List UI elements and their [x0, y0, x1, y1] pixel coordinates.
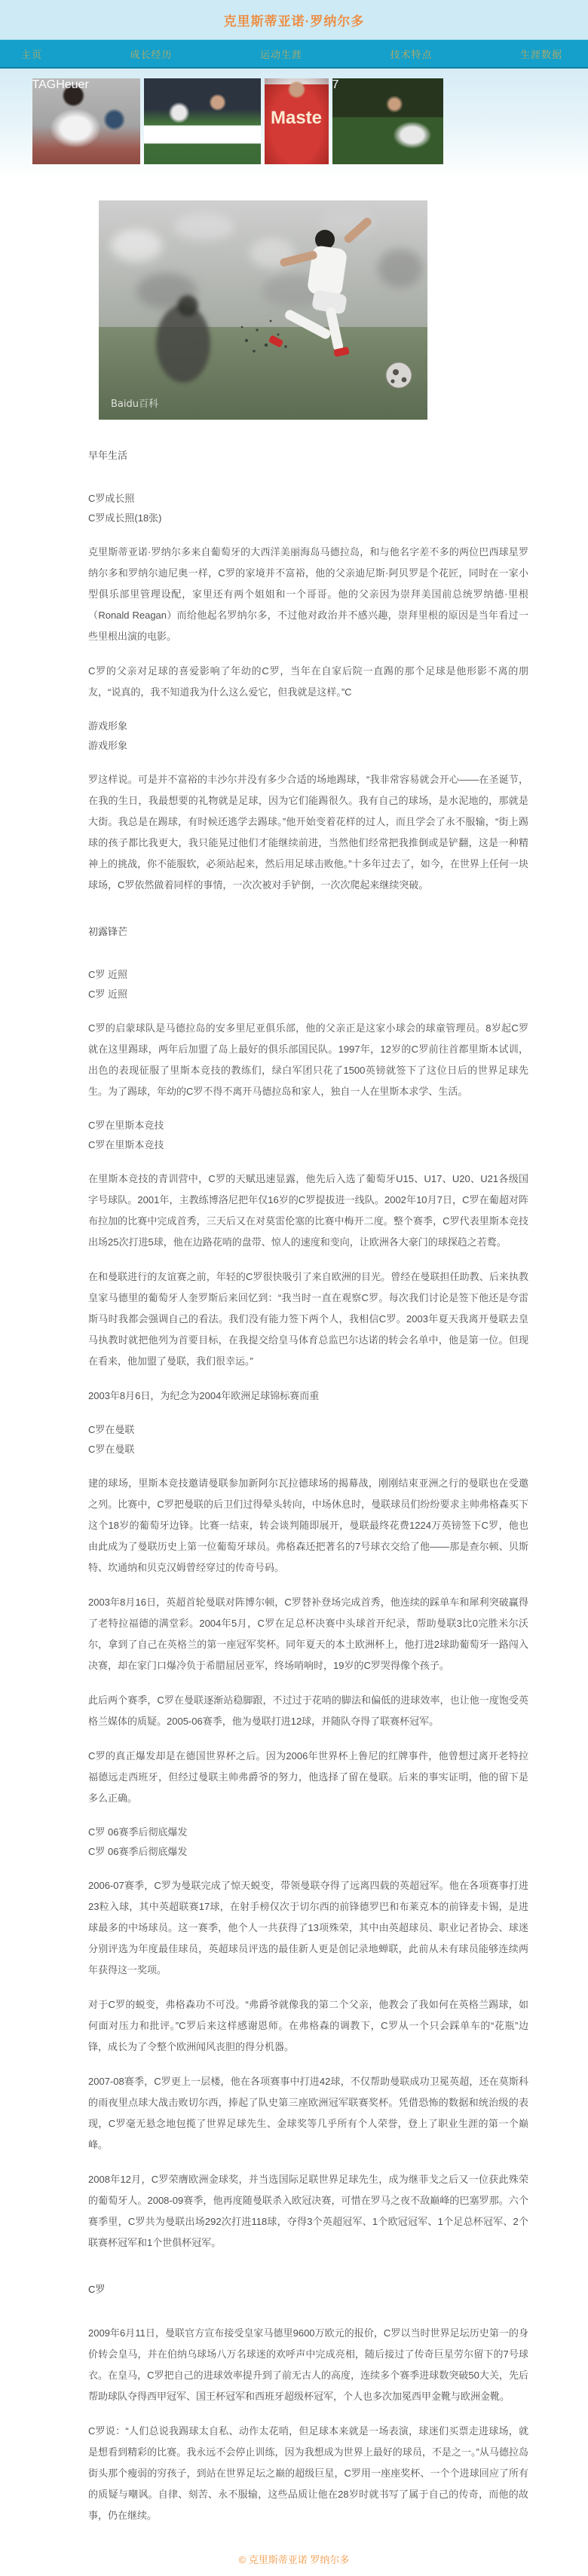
- article-block: C罗: [88, 2284, 106, 2295]
- cloud-band: [0, 69, 588, 178]
- football: [386, 362, 412, 388]
- article-block: 克里斯蒂亚诺·罗纳尔多来自葡萄牙的大西洋美丽海岛马德拉岛，和与他名字差不多的两位巴西球星罗纳尔多和罗纳尔迪尼奥一样，C罗的家境并不富裕，他的父亲迪尼斯·阿贝罗是个花匠，同时在一家小型俱乐部里管理设配，家里还有两个姐姐和一个哥哥。他的父亲因为崇拜美国前总统罗纳德·里根（Ronald Reagan）而给他起名罗纳尔多，不过他对政治并不感兴趣，崇拜里根的原因是当年看过一些里根出演的电影。: [88, 546, 528, 642]
- site-title: 克里斯蒂亚诺·罗纳尔多: [223, 14, 365, 29]
- article-block: 游戏形象: [88, 720, 128, 732]
- article-block: C罗 近照: [88, 989, 128, 1000]
- photo-overlay-text: Maste: [270, 107, 323, 128]
- nav-item-career[interactable]: 运动生涯: [259, 48, 302, 60]
- article-block: 2008年12月，C罗荣膺欧洲金球奖，并当选国际足联世界足球先生，成为继菲戈之后又一位获此殊荣的葡萄牙人。2008-09赛季，他再度随曼联杀入欧冠决赛，可惜在罗马之夜不敌巅峰的巴塞罗那。六个赛季里，C罗共为曼联出场292次打进118球，夺得3个英超冠军、1个欧冠冠军、1个足总杯冠军、2个联赛杯冠军和1个世俱杯冠军。: [88, 2174, 528, 2248]
- article-block: 游戏形象: [88, 740, 128, 751]
- article-block: 对于C罗的蜕变，弗格森功不可没。“弗爵爷就像我的第二个父亲，他教会了我如何在英格兰踢球，如何面对压力和批评。”C罗后来这样感谢恩师。在弗格森的调教下，C罗从一个只会踩单车的“花瓶”边锋，成长为了令整个欧洲闻风丧胆的得分机器。: [88, 1999, 528, 2052]
- article-block: 2009年6月11日，曼联官方宣布接受皇家马德里9600万欧元的报价，C罗以当时世界足坛历史第一的身价转会皇马，并在伯纳乌球场八万名球迷的欢呼声中完成亮相，随后接过了传奇巨星劳尔留下的7号球衣。在皇马，C罗把自己的进球效率提升到了前无古人的高度，连续多个赛季进球数突破50大关，先后帮助球队夺得西甲冠军、国王杯冠军和西班牙超级杯冠军，个人也多次加冕西甲金靴与欧洲金靴。: [88, 2327, 528, 2402]
- article-block: 2006-07赛季，C罗为曼联完成了惊天蜕变，带领曼联夺得了远离四载的英超冠军。他在各项赛事打进23粒入球，其中英超联赛17球，在射手榜仅次于切尔西的前锋德罗巴和布莱克本的前锋麦卡锡，是进球最多的中场球员。这一赛季，他个人一共获得了13项殊荣，其中由英超球员、职业记者协会、球迷分别评选为年度最佳球员，英超球员评选的最佳新人更是创记录地蝉联，此前从未有球员能够连续两年获得这一奖项。: [88, 1880, 528, 1976]
- article-block: C罗成长照: [88, 493, 135, 504]
- article-block: 2003年8月16日，英超首轮曼联对阵博尔顿，C罗替补登场完成首秀，他连续的踩单车和犀利突破赢得了老特拉福德的满堂彩。2004年5月，C罗在足总杯决赛中头球首开纪录，帮助曼联3比0完胜米尔沃尔，拿到了自己在英格兰的第一座冠军奖杯。同年夏天的本土欧洲杯上，他打进2球助葡萄牙一路闯入决赛，却在家门口爆冷负于希腊屈居亚军，终场哨响时，19岁的C罗哭得像个孩子。: [88, 1597, 528, 1671]
- article-block: C罗 近照: [88, 969, 128, 980]
- gallery-photo-ronaldo-with-child[interactable]: [144, 78, 261, 164]
- nav-item-growth[interactable]: 成长经历: [130, 48, 173, 60]
- gallery-photo-portugal-no7[interactable]: [332, 78, 443, 164]
- article-block: 罗这样说。可是并不富裕的丰沙尔并没有多少合适的场地踢球，“我非常容易就会开心——在圣诞节，在我的生日，我最想要的礼物就是足球，因为它们能踢很久。我有自己的球场，是水泥地的，那就是大街。我总是在踢球，有时候还逃学去踢球。”他开始变着花样的过人，而且学会了永不服输，“街上踢球的孩子都比我更大，我只能晃过他们才能继续前进，当然他们经常把我推倒或是铲翻，这是一种精神上的挑战，你不能服软，必须站起来，然后用足球击败他。”十多年过去了，如今，在世界上任何一块球场，C罗依然做着同样的事情，一次次被对手铲倒，一次次爬起来继续突破。: [88, 774, 528, 891]
- gallery-photo-tagheuer-ad[interactable]: [32, 78, 140, 164]
- main-nav: [0, 39, 588, 69]
- gallery-photo-ucl-final-celebration[interactable]: [265, 78, 329, 164]
- article-block: C罗在里斯本竞技: [88, 1120, 164, 1131]
- copyright-text: © 克里斯蒂亚诺 罗纳尔多: [238, 2554, 350, 2565]
- article-block: C罗的真正爆发却是在德国世界杯之后。因为2006年世界杯上鲁尼的红牌事件，他曾想过离开老特拉福德远走西班牙，但经过曼联主帅弗爵爷的努力，他选择了留在曼联。后来的事实证明，他的留下是多么正确。: [88, 1750, 528, 1804]
- article-block: C罗在曼联: [88, 1444, 135, 1455]
- article-block: 建的球场，里斯本竞技邀请曼联参加新阿尔瓦拉德球场的揭幕战，刚刚结束亚洲之行的曼联也在受邀之列。比赛中，C罗把曼联的后卫们过得晕头转向，中场休息时，曼联球员们纷纷要求主帅弗格森买下这个18岁的葡萄牙边锋。比赛一结束，转会谈判随即展开，曼联最终花费1224万英镑签下C罗，他也由此成为了曼联历史上第一位葡萄牙球员。弗格森还把著名的7号球衣交给了他——那是查尔顿、贝斯特、坎通纳和贝克汉姆曾经穿过的传奇号码。: [88, 1477, 528, 1573]
- hero-image: [99, 200, 427, 420]
- hero-artwork: [99, 200, 427, 420]
- photo-overlay-text: TAGHeuer: [32, 78, 89, 91]
- article-block: C罗在里斯本竞技: [88, 1139, 164, 1150]
- article-block: 2007-08赛季，C罗更上一层楼，他在各项赛事中打进42球，不仅帮助曼联成功卫冕英超，还在莫斯科的雨夜里点球大战击败切尔西，捧起了队史第三座欧洲冠军联赛奖杯。凭借恐怖的数据和统治级的表现，C罗毫无悬念地包揽了世界足球先生、金球奖等几乎所有个人荣誉，登上了职业生涯的第一个巅峰。: [88, 2076, 528, 2150]
- nav-item-stats[interactable]: 生涯数据: [519, 48, 562, 60]
- page-footer: [0, 2540, 588, 2576]
- article-block: 此后两个赛季，C罗在曼联逐渐站稳脚跟，不过过于花哨的脚法和偏低的进球效率，也让他一度饱受英格兰媒体的质疑。2005-06赛季，他为曼联打进12球，并随队夺得了联赛杯冠军。: [88, 1694, 528, 1727]
- main-content: [0, 178, 588, 2540]
- nav-item-home[interactable]: 主页: [21, 48, 43, 60]
- article-block: C罗说：“人们总说我踢球太自私、动作太花哨，但足球本来就是一场表演，球迷们买票走进球场，就是想看到精彩的比赛。我永远不会停止训练，因为我想成为世界上最好的球员，不是之一。”从马德拉岛街头那个瘦弱的穷孩子，到站在世界足坛之巅的超级巨星，C罗用一座座奖杯、一个个进球回应了所有的质疑与嘲讽。自律、刻苦、永不服输，这些品质让他在28岁时就书写了属于自己的传奇，而他的故事，仍在继续。: [88, 2425, 528, 2521]
- article-block: 初露锋芒: [88, 926, 128, 937]
- photo-gallery: [32, 78, 556, 164]
- article-block: 在里斯本竞技的青训营中，C罗的天赋迅速显露，他先后入选了葡萄牙U15、U17、U20、U21各级国字号球队。2001年，主教练博洛尼把年仅16岁的C罗提拔进一线队。2002年10月7日，C罗在葡超对阵布拉加的比赛中完成首秀，三天后又在对莫雷伦塞的比赛中梅开二度。整个赛季，C罗代表里斯本竞技出场25次打进5球，他在边路花哨的盘带、惊人的速度和变向，让欧洲各大豪门的球探趋之若鹜。: [88, 1173, 528, 1248]
- article-block: C罗 06赛季后彻底爆发: [88, 1826, 188, 1838]
- article-block: 在和曼联进行的友谊赛之前，年轻的C罗很快吸引了来自欧洲的目光。曾经在曼联担任助教、后来执教皇家马德里的葡萄牙人奎罗斯后来回忆到：“我当时一直在观察C罗。每次我们讨论是签下他还是夸雷斯马时我都会强调自己的看法。我们没有能力签下两个人，我相信C罗。2003年夏天我离开曼联去皇马执教时就把他列为首要目标，在我提交给皇马体育总监巴尔达诺的转会名单中，他是第一位。但现在看来，他加盟了曼联，我们很幸运。”: [88, 1271, 528, 1367]
- article-block: C罗的启蒙球队是马德拉岛的安多里尼亚俱乐部，他的父亲正是这家小球会的球童管理员。8岁起C罗就在这里踢球，两年后加盟了岛上最好的俱乐部国民队。1997年，12岁的C罗前往首都里斯本试训，出色的表现征服了里斯本竞技的教练们，绿白军团只花了1500英镑就签下了这位日后的世界足球先生。为了踢球，年幼的C罗不得不离开马德拉岛和家人，独自一人在里斯本求学、生活。: [88, 1022, 528, 1097]
- article-block: C罗的父亲对足球的喜爱影响了年幼的C罗，当年在自家后院一直踢的那个足球是他形影不离的朋友，“说真的，我不知道我为什么这么爱它，但我就是这样。”C: [88, 665, 528, 698]
- article-block: 早年生活: [88, 450, 128, 461]
- article-block: C罗 06赛季后彻底爆发: [88, 1846, 188, 1857]
- article-body: [88, 445, 528, 2526]
- article-block: C罗成长照(18张): [88, 512, 162, 524]
- site-header: [0, 0, 588, 39]
- article-block: 2003年8月6日，为纪念为2004年欧洲足球锦标赛而重: [88, 1390, 320, 1401]
- photo-overlay-text: 7: [332, 78, 339, 91]
- article-block: C罗在曼联: [88, 1424, 135, 1435]
- hero-watermark: Baidu百科: [111, 399, 158, 410]
- nav-item-skills[interactable]: 技术特点: [390, 48, 433, 60]
